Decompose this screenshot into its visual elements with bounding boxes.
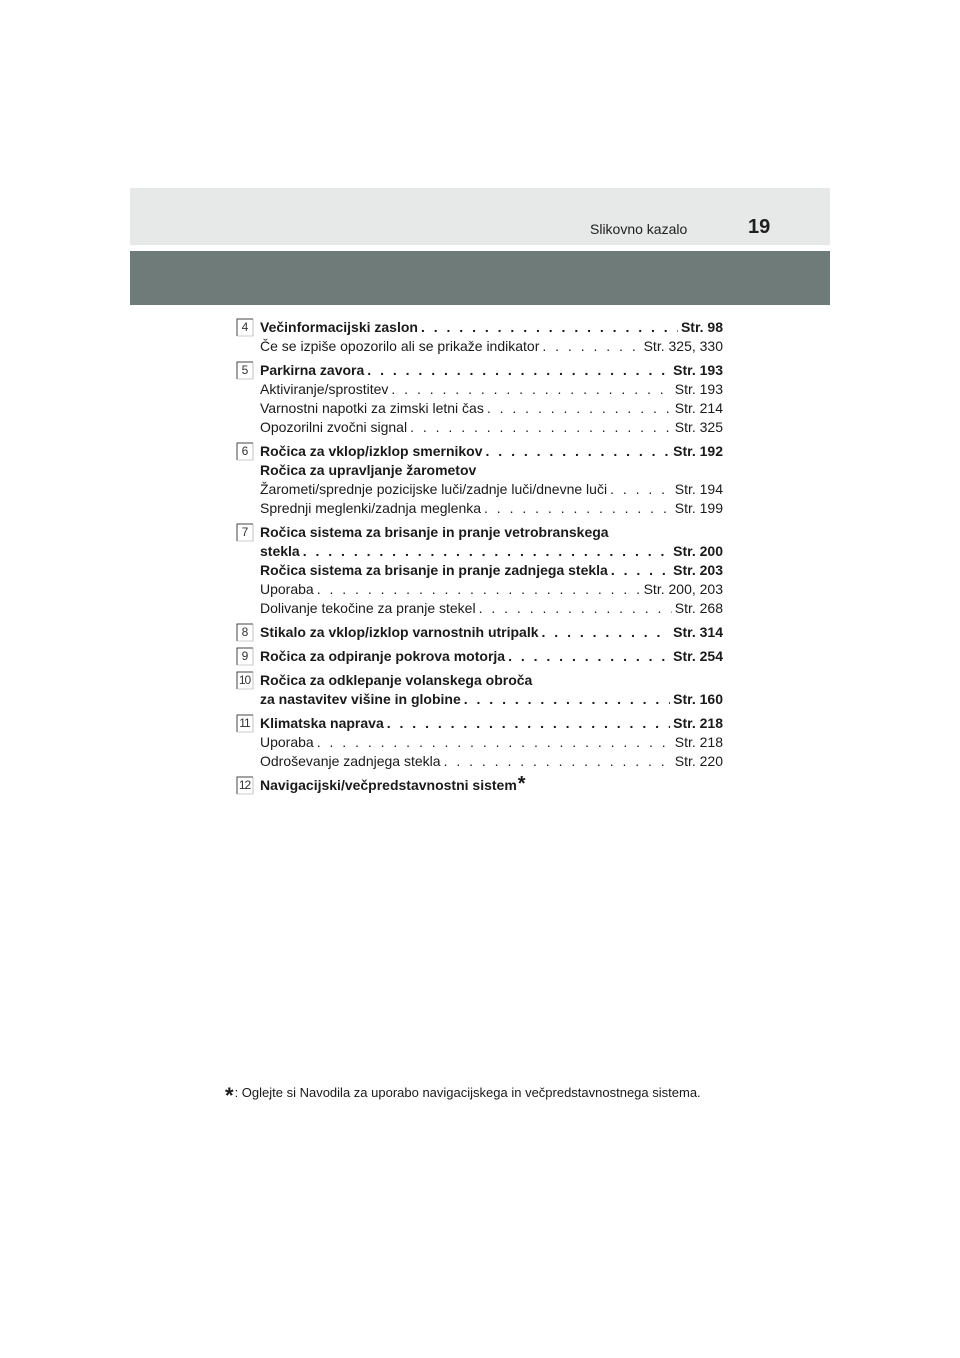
entry-text: Parkirna zavora (260, 362, 365, 378)
callout-number-icon (236, 318, 255, 337)
dot-leader (479, 599, 672, 618)
entry-text: Varnostni napotki za zimski letni čas (260, 400, 484, 416)
callout-number: 9 (241, 649, 248, 663)
index-entry (236, 623, 723, 642)
dot-leader (611, 561, 670, 580)
dot-leader (367, 361, 670, 380)
dot-leader (303, 542, 670, 561)
entry-heading (260, 318, 723, 337)
entry-subitem (260, 399, 723, 418)
callout-number: 5 (241, 363, 248, 377)
entry-subitem (260, 418, 723, 437)
entry-text: Klimatska naprava (260, 715, 384, 731)
dot-leader (410, 418, 672, 437)
page-reference-link[interactable]: Str. 218 (674, 734, 723, 750)
callout-number-icon (236, 523, 255, 542)
dot-leader (387, 714, 670, 733)
page-reference-link[interactable]: Str. 199 (674, 500, 723, 516)
dot-leader (317, 580, 641, 599)
entry-text: Sprednji meglenki/zadnja meglenka (260, 500, 482, 516)
index-entry (236, 318, 723, 356)
entry-subitem (260, 337, 723, 356)
dot-leader (542, 623, 671, 642)
entry-text: stekla (260, 543, 300, 559)
dot-leader (486, 442, 671, 461)
footnote-text: : Oglejte si Navodila za uporabo navigacijskega in večpredstavnostnega sistema. (234, 1085, 701, 1100)
entry-heading (260, 442, 723, 461)
entry-text: Odroševanje zadnjega stekla (260, 753, 441, 769)
callout-number-icon (236, 714, 255, 733)
entry-text: Ročica sistema za brisanje in pranje vetrobranskega (260, 524, 609, 540)
entry-text: Navigacijski/večpredstavnostni sistem (260, 777, 517, 793)
callout-number: 7 (241, 525, 248, 539)
entry-heading (260, 690, 723, 709)
page-number: 19 (748, 216, 771, 238)
callout-number-icon (236, 647, 255, 666)
page-reference-link[interactable]: Str. 194 (674, 481, 723, 497)
index-entry (236, 671, 723, 709)
header-bar (130, 251, 830, 305)
callout-number: 10 (238, 673, 251, 687)
index-entry (236, 773, 723, 795)
entry-text: Žarometi/sprednje pozicijske luči/zadnje luči/dnevne luči (260, 481, 608, 497)
entry-heading (260, 542, 723, 561)
index-list (236, 318, 723, 800)
page-reference-link[interactable]: Str. 193 (673, 362, 723, 378)
page-reference-link[interactable]: Str. 200 (673, 543, 723, 559)
entry-subitem (260, 580, 723, 599)
callout-number: 4 (241, 320, 248, 334)
callout-number: 6 (241, 444, 248, 458)
page-reference-link[interactable]: Str. 220 (674, 753, 723, 769)
page-reference-link[interactable]: Str. 214 (674, 400, 723, 416)
entry-text: Ročica sistema za brisanje in pranje zadnjega stekla (260, 562, 608, 578)
entry-heading (260, 523, 723, 542)
dot-leader (542, 337, 640, 356)
entry-text: Če se izpiše opozorilo ali se prikaže indikator (260, 338, 540, 354)
entry-text: Dolivanje tekočine za pranje stekel (260, 600, 476, 616)
entry-subitem (260, 480, 723, 499)
dot-leader (610, 480, 672, 499)
page-reference-link[interactable]: Str. 160 (673, 691, 723, 707)
callout-number-icon (236, 361, 255, 380)
entry-heading (260, 361, 723, 380)
entry-text: Ročica za odpiranje pokrova motorja (260, 648, 506, 664)
entry-subitem (260, 599, 723, 618)
entry-heading (260, 714, 723, 733)
entry-heading (260, 461, 723, 480)
page-reference-link[interactable]: Str. 192 (673, 443, 723, 459)
page-reference-link[interactable]: Str. 203 (673, 562, 723, 578)
page-reference-link[interactable]: Str. 325 (674, 419, 723, 435)
callout-number-icon (236, 442, 255, 461)
index-entry (236, 647, 723, 666)
entry-text: Opozorilni zvočni signal (260, 419, 408, 435)
dot-leader (391, 380, 671, 399)
entry-subitem (260, 733, 723, 752)
page-reference-link[interactable]: Str. 200, 203 (643, 581, 723, 597)
entry-text: Uporaba (260, 734, 314, 750)
callout-number: 8 (241, 625, 248, 639)
entry-heading (260, 671, 723, 690)
dot-leader (444, 752, 672, 771)
entry-text: Ročica za vklop/izklop smernikov (260, 443, 483, 459)
index-entry (236, 442, 723, 518)
entry-text: Ročica za upravljanje žarometov (260, 462, 477, 478)
page-reference-link[interactable]: Str. 314 (673, 624, 723, 640)
callout-number: 11 (239, 716, 250, 730)
header-band (130, 188, 830, 245)
entry-heading (260, 647, 723, 666)
footnote (225, 1083, 701, 1109)
index-entry (236, 523, 723, 618)
entry-text: Ročica za odklepanje volanskega obroča (260, 672, 533, 688)
entry-subitem (260, 752, 723, 771)
callout-number-icon (236, 671, 255, 690)
page-reference-link[interactable]: Str. 325, 330 (643, 338, 723, 354)
dot-leader (484, 499, 672, 518)
page-reference-link[interactable]: Str. 98 (680, 319, 723, 335)
page-reference-link[interactable]: Str. 218 (673, 715, 723, 731)
dot-leader (487, 399, 672, 418)
entry-heading (260, 561, 723, 580)
callout-number-icon (236, 776, 255, 795)
page-reference-link[interactable]: Str. 193 (674, 381, 723, 397)
page-reference-link[interactable]: Str. 268 (674, 600, 723, 616)
dot-leader (421, 318, 678, 337)
callout-number-icon (236, 623, 255, 642)
callout-number: 12 (238, 778, 251, 792)
section-title: Slikovno kazalo (590, 221, 688, 237)
index-entry (236, 714, 723, 771)
entry-text: Stikalo za vklop/izklop varnostnih utripalk (260, 624, 539, 640)
entry-text: za nastavitev višine in globine (260, 691, 461, 707)
entry-subitem (260, 499, 723, 518)
entry-heading (260, 623, 723, 642)
entry-text: Večinformacijski zaslon (260, 319, 418, 335)
entry-text: Uporaba (260, 581, 314, 597)
entry-heading: Navigacijski/večpredstavnostni sistem * (260, 773, 526, 795)
entry-text: Aktiviranje/sprostitev (260, 381, 389, 397)
footnote-asterisk: * (225, 1083, 234, 1108)
dot-leader (508, 647, 670, 666)
page-reference-link[interactable]: Str. 254 (673, 648, 723, 664)
dot-leader (464, 690, 670, 709)
index-entry (236, 361, 723, 437)
entry-subitem (260, 380, 723, 399)
dot-leader (317, 733, 672, 752)
